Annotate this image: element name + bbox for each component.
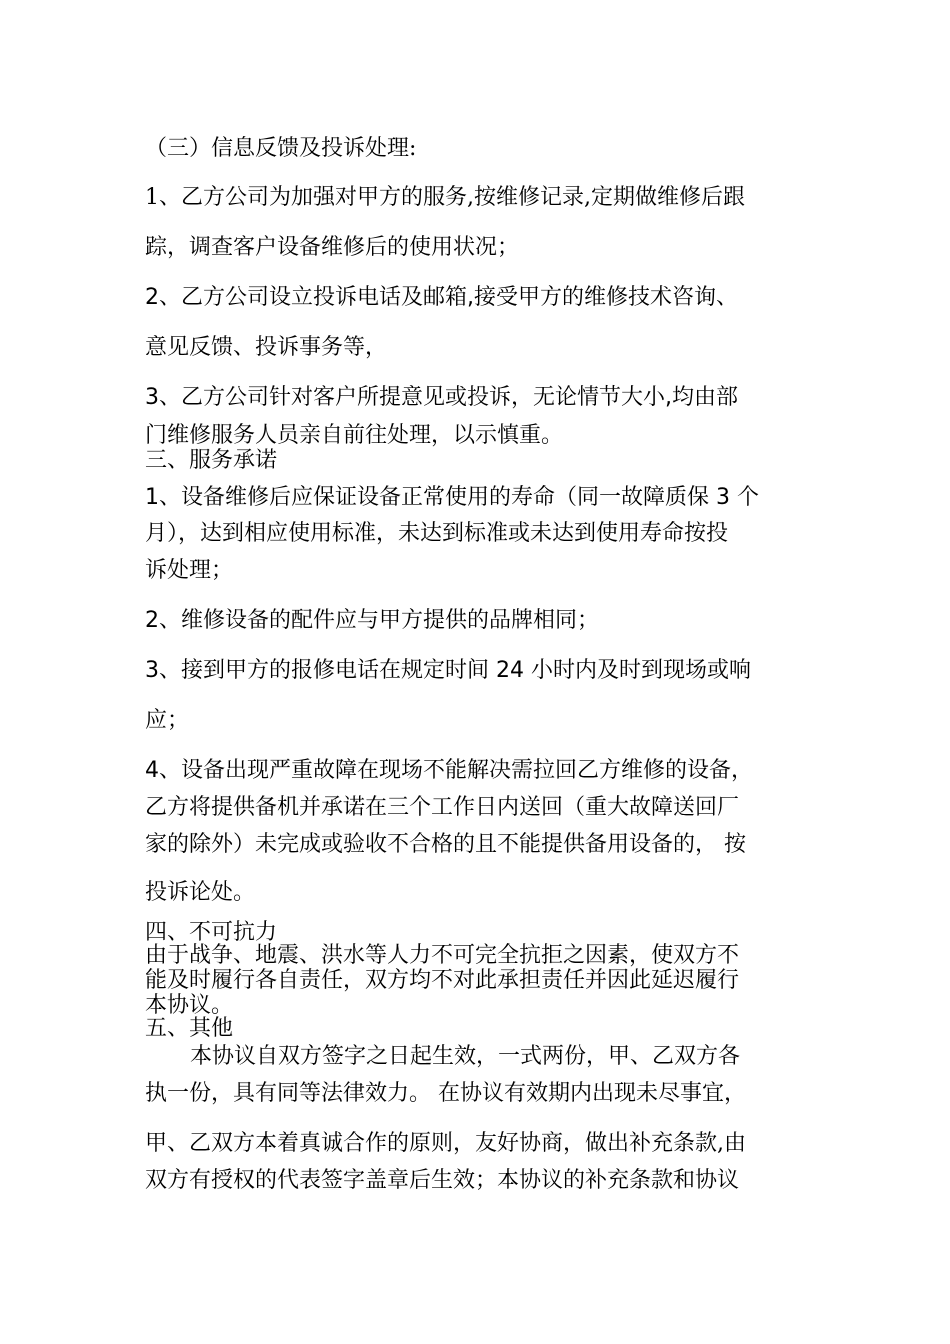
paragraph-line: 本协议。 [145,993,234,1018]
paragraph-line: 2、乙方公司设立投诉电话及邮箱,接受甲方的维修技术咨询、 [145,285,738,310]
paragraph-line: 投诉论处。 [145,880,256,905]
paragraph-line: 门维修服务人员亲自前往处理，以示慎重。 [145,423,564,448]
paragraph-line: 意见反馈、投诉事务等， [145,335,388,360]
paragraph-line: 甲、乙双方本着真诚合作的原则，友好协商，做出补充条款,由 [145,1131,746,1156]
paragraph-line: 本协议自双方签字之日起生效，一式两份，甲、乙双方各 [190,1044,741,1069]
section-heading-service-commitment: 三、服务承诺 [145,448,278,473]
paragraph-line: 能及时履行各自责任，双方均不对此承担责任并因此延迟履行 [145,968,740,993]
paragraph-line: 乙方将提供备机并承诺在三个工作日内送回（重大故障送回厂 [145,795,740,820]
paragraph-line: 踪，调查客户设备维修后的使用状况； [145,235,520,260]
section-heading-other: 五、其他 [145,1016,234,1041]
paragraph-line: 由于战争、地震、洪水等人力不可完全抗拒之因素，使双方不 [145,943,740,968]
paragraph-line: 月），达到相应使用标准，未达到标准或未达到使用寿命按投 [145,521,729,546]
paragraph-line: 诉处理； [145,558,234,583]
paragraph-line: 1、乙方公司为加强对甲方的服务,按维修记录,定期做维修后跟 [145,185,745,210]
paragraph-line: 3、接到甲方的报修电话在规定时间 24 小时内及时到现场或响 [145,658,751,683]
section-heading-feedback: （三）信息反馈及投诉处理: [145,136,417,161]
paragraph-line: 执一份，具有同等法律效力。 在协议有效期内出现未尽事宜， [145,1081,746,1106]
paragraph-line: 家的除外）未完成或验收不合格的且不能提供备用设备的， 按 [145,832,746,857]
paragraph-line: 2、维修设备的配件应与甲方提供的品牌相同； [145,608,599,633]
paragraph-line: 应； [145,708,190,733]
paragraph-line: 1、设备维修后应保证设备正常使用的寿命（同一故障质保 3 个 [145,485,759,510]
paragraph-line: 双方有授权的代表签字盖章后生效；本协议的补充条款和协议 [145,1168,740,1193]
paragraph-line: 4、设备出现严重故障在现场不能解决需拉回乙方维修的设备， [145,758,753,783]
section-heading-force-majeure: 四、不可抗力 [145,920,278,945]
paragraph-line: 3、乙方公司针对客户所提意见或投诉，无论情节大小,均由部 [145,385,738,410]
